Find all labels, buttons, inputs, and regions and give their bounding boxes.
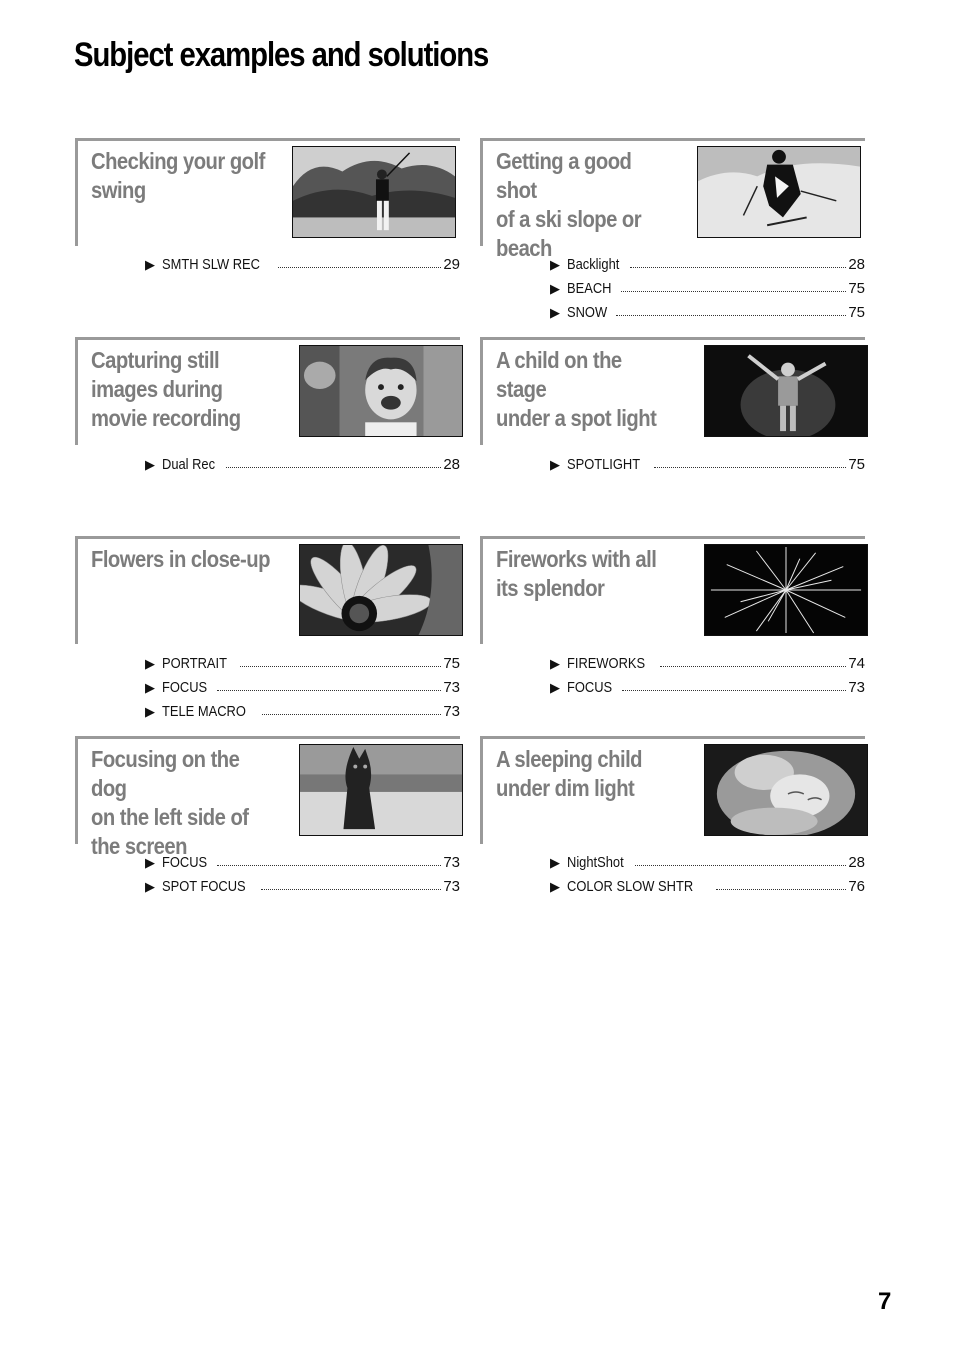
reference-list-golf bbox=[145, 256, 460, 280]
triangle-right-icon: ▶ bbox=[550, 457, 560, 472]
skier-on-snow-photo bbox=[697, 146, 861, 238]
triangle-right-icon: ▶ bbox=[550, 879, 560, 894]
section-card-dog bbox=[75, 736, 460, 859]
triangle-right-icon: ▶ bbox=[550, 305, 560, 320]
reference-item[interactable]: ▶ FOCUS 73 bbox=[550, 679, 865, 696]
dot-leader bbox=[616, 315, 847, 316]
dot-leader bbox=[654, 467, 846, 468]
reference-list-sleeping-child bbox=[550, 854, 865, 902]
reference-item[interactable]: ▶ TELE MACRO 73 bbox=[145, 703, 460, 720]
triangle-right-icon: ▶ bbox=[145, 704, 155, 719]
section-title: Fireworks with all its splendor bbox=[496, 546, 657, 601]
dot-leader bbox=[240, 666, 442, 667]
triangle-right-icon: ▶ bbox=[145, 855, 155, 870]
triangle-right-icon: ▶ bbox=[145, 656, 155, 671]
section-title: A sleeping child under dim light bbox=[496, 746, 643, 801]
child-on-stage-photo bbox=[704, 345, 868, 437]
sleeping-child-photo bbox=[704, 744, 868, 836]
reference-item[interactable]: ▶ NightShot 28 bbox=[550, 854, 865, 871]
reference-list-spotlight bbox=[550, 456, 865, 480]
section-title: Checking your golf swing bbox=[91, 148, 265, 203]
reference-item[interactable]: ▶ Backlight 28 bbox=[550, 256, 865, 273]
triangle-right-icon: ▶ bbox=[550, 680, 560, 695]
section-card-golf bbox=[75, 138, 460, 246]
section-card-fireworks bbox=[480, 536, 865, 644]
triangle-right-icon: ▶ bbox=[550, 257, 560, 272]
section-card-flowers bbox=[75, 536, 460, 644]
triangle-right-icon: ▶ bbox=[145, 879, 155, 894]
triangle-right-icon: ▶ bbox=[145, 680, 155, 695]
section-title: Capturing still images during movie recording bbox=[91, 347, 241, 431]
dog-on-beach-photo bbox=[299, 744, 463, 836]
golfer-swinging-photo bbox=[292, 146, 456, 238]
dot-leader bbox=[278, 267, 441, 268]
dot-leader bbox=[716, 889, 847, 890]
triangle-right-icon: ▶ bbox=[550, 656, 560, 671]
section-card-spotlight bbox=[480, 337, 865, 445]
reference-item[interactable]: ▶ SPOT FOCUS 73 bbox=[145, 878, 460, 895]
section-title: Getting a good shot of a ski slope or beach bbox=[496, 148, 642, 261]
section-title: A child on the stage under a spot light bbox=[496, 347, 657, 431]
section-card-sleeping-child bbox=[480, 736, 865, 844]
dot-leader bbox=[630, 267, 846, 268]
reference-item[interactable]: ▶ FOCUS 73 bbox=[145, 679, 460, 696]
page-number: 7 bbox=[878, 1288, 892, 1315]
reference-item[interactable]: ▶ PORTRAIT 75 bbox=[145, 655, 460, 672]
reference-list-dual-rec bbox=[145, 456, 460, 480]
dot-leader bbox=[621, 291, 847, 292]
dot-leader bbox=[660, 666, 846, 667]
section-card-dual-rec bbox=[75, 337, 460, 445]
reference-list-flowers bbox=[145, 655, 460, 727]
dot-leader bbox=[622, 690, 847, 691]
section-title: Flowers in close-up bbox=[91, 546, 270, 572]
reference-item[interactable]: ▶ COLOR SLOW SHTR 76 bbox=[550, 878, 865, 895]
flower-closeup-photo bbox=[299, 544, 463, 636]
dot-leader bbox=[261, 889, 441, 890]
laughing-child-photo bbox=[299, 345, 463, 437]
section-card-ski bbox=[480, 138, 865, 261]
reference-item[interactable]: ▶ SNOW 75 bbox=[550, 304, 865, 321]
dot-leader bbox=[217, 865, 442, 866]
dot-leader bbox=[217, 690, 442, 691]
page-title: Subject examples and solutions bbox=[74, 36, 489, 74]
triangle-right-icon: ▶ bbox=[145, 257, 155, 272]
reference-item[interactable]: ▶ FOCUS 73 bbox=[145, 854, 460, 871]
fireworks-photo bbox=[704, 544, 868, 636]
dot-leader bbox=[262, 714, 442, 715]
triangle-right-icon: ▶ bbox=[550, 855, 560, 870]
triangle-right-icon: ▶ bbox=[550, 281, 560, 296]
section-title: Focusing on the dog on the left side of the screen bbox=[91, 746, 249, 859]
reference-item[interactable]: ▶ BEACH 75 bbox=[550, 280, 865, 297]
reference-item[interactable]: ▶ SPOTLIGHT 75 bbox=[550, 456, 865, 473]
reference-list-ski bbox=[550, 256, 865, 328]
dot-leader bbox=[635, 865, 846, 866]
dot-leader bbox=[226, 467, 442, 468]
reference-item[interactable]: ▶ Dual Rec 28 bbox=[145, 456, 460, 473]
triangle-right-icon: ▶ bbox=[145, 457, 155, 472]
reference-list-fireworks bbox=[550, 655, 865, 703]
reference-item[interactable]: ▶ SMTH SLW REC 29 bbox=[145, 256, 460, 273]
reference-item[interactable]: ▶ FIREWORKS 74 bbox=[550, 655, 865, 672]
reference-list-dog bbox=[145, 854, 460, 902]
